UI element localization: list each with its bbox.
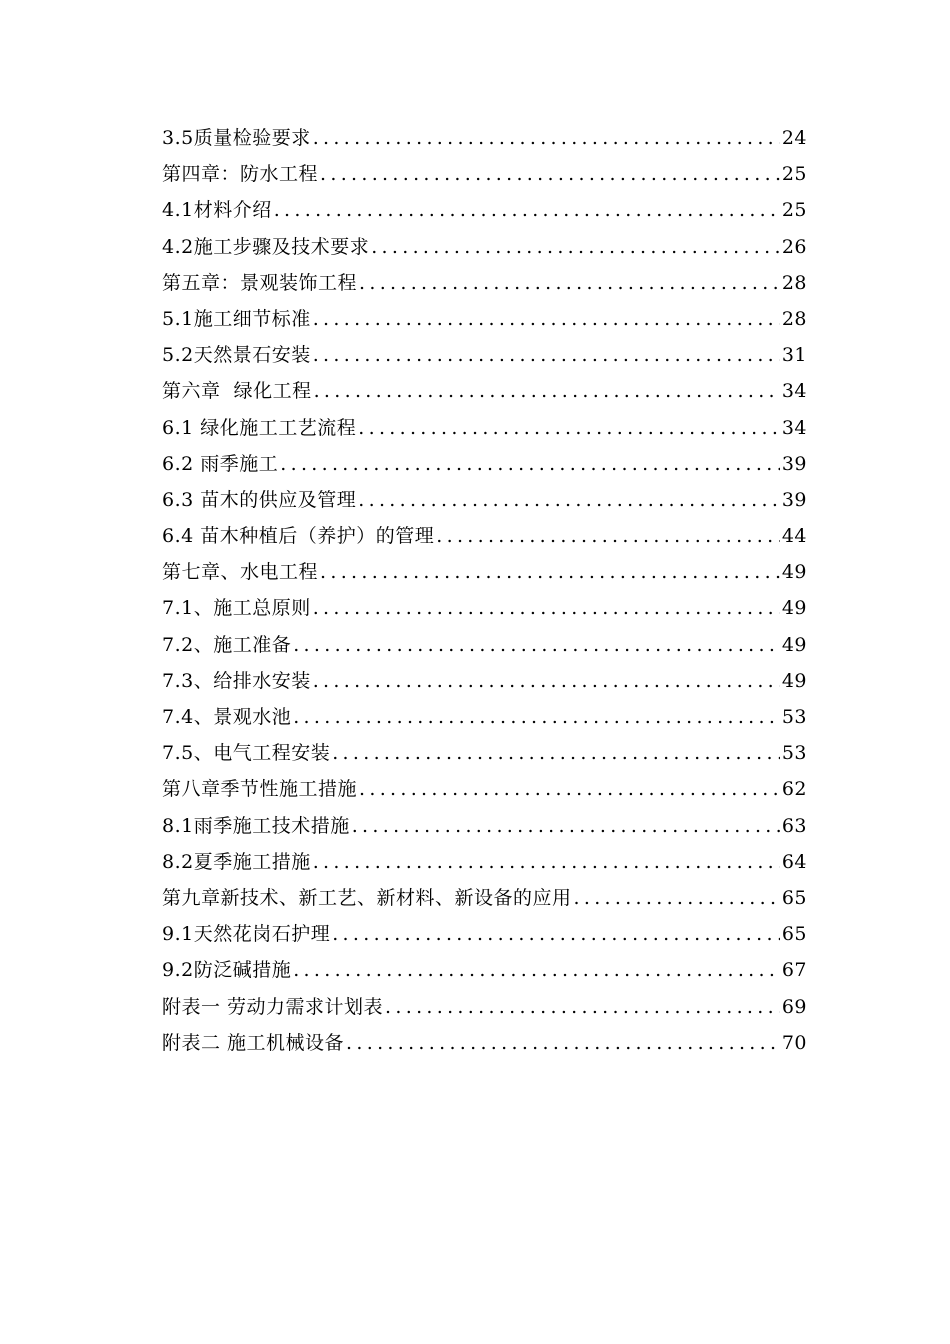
toc-entry-title: 5.1施工细节标准 xyxy=(162,307,311,330)
toc-dot-leader xyxy=(352,808,780,844)
toc-dot-leader xyxy=(346,1025,780,1061)
toc-entry[interactable] xyxy=(162,410,807,446)
toc-entry-title: 9.2防泛碱措施 xyxy=(162,959,292,982)
toc-entry[interactable] xyxy=(162,952,807,988)
toc-page-number: 63 xyxy=(781,814,807,837)
toc-entry-title: 6.4 苗木种植后（养护）的管理 xyxy=(162,525,435,548)
toc-entry[interactable] xyxy=(162,808,807,844)
toc-entry-title: 8.1雨季施工技术措施 xyxy=(162,814,350,837)
toc-page-number: 31 xyxy=(781,344,807,367)
table-of-contents xyxy=(162,120,807,1061)
toc-page-number: 49 xyxy=(781,669,807,692)
toc-entry-title: 附表二 施工机械设备 xyxy=(162,1031,345,1054)
toc-entry[interactable] xyxy=(162,156,807,192)
toc-dot-leader xyxy=(385,989,780,1025)
toc-page-number: 49 xyxy=(781,597,807,620)
toc-entry[interactable] xyxy=(162,120,807,156)
toc-dot-leader xyxy=(274,192,780,228)
toc-entry[interactable] xyxy=(162,518,807,554)
toc-entry[interactable] xyxy=(162,373,807,409)
toc-dot-leader xyxy=(436,518,780,554)
toc-entry-title: 第九章新技术、新工艺、新材料、新设备的应用 xyxy=(162,886,572,909)
toc-page-number: 26 xyxy=(781,235,807,258)
toc-page-number: 39 xyxy=(781,452,807,475)
toc-entry[interactable] xyxy=(162,192,807,228)
toc-entry[interactable] xyxy=(162,482,807,518)
toc-dot-leader xyxy=(280,446,780,482)
toc-page-number: 53 xyxy=(781,706,807,728)
toc-entry[interactable] xyxy=(162,735,807,771)
toc-dot-leader xyxy=(313,301,780,337)
toc-dot-leader xyxy=(320,554,780,590)
toc-entry[interactable] xyxy=(162,627,807,663)
toc-page-number: 49 xyxy=(781,633,807,656)
toc-entry[interactable] xyxy=(162,916,807,952)
toc-dot-leader xyxy=(574,880,780,916)
toc-entry[interactable] xyxy=(162,1025,807,1061)
toc-entry-title: 第四章：防水工程 xyxy=(162,163,319,186)
toc-page-number: 65 xyxy=(781,886,807,909)
toc-page-number: 62 xyxy=(781,778,807,801)
toc-entry[interactable] xyxy=(162,844,807,880)
toc-dot-leader xyxy=(314,373,780,409)
toc-entry[interactable] xyxy=(162,989,807,1025)
toc-page-number: 65 xyxy=(781,923,807,946)
toc-entry[interactable] xyxy=(162,446,807,482)
toc-dot-leader xyxy=(293,627,780,663)
toc-dot-leader xyxy=(313,337,780,373)
toc-entry[interactable] xyxy=(162,880,807,916)
toc-page-number: 70 xyxy=(781,1031,807,1054)
toc-page-number: 24 xyxy=(781,127,807,149)
toc-page-number: 49 xyxy=(781,561,807,584)
toc-page-number: 34 xyxy=(781,416,807,439)
toc-dot-leader xyxy=(293,952,780,988)
toc-page-number: 25 xyxy=(781,199,807,222)
toc-dot-leader xyxy=(332,735,780,771)
toc-entry[interactable] xyxy=(162,699,807,735)
toc-entry-title: 5.2天然景石安装 xyxy=(162,344,311,367)
toc-page-number: 67 xyxy=(781,959,807,982)
toc-entry-title: 第六章 绿化工程 xyxy=(162,380,312,403)
toc-entry-title: 7.1、施工总原则 xyxy=(162,597,311,620)
toc-entry[interactable] xyxy=(162,229,807,265)
toc-page-number: 39 xyxy=(781,488,807,511)
toc-entry-title: 第七章、水电工程 xyxy=(162,561,319,584)
toc-page-number: 25 xyxy=(781,163,807,186)
toc-entry-title: 7.4、景观水池 xyxy=(162,706,292,728)
toc-entry[interactable] xyxy=(162,265,807,301)
toc-entry[interactable] xyxy=(162,554,807,590)
toc-entry-title: 7.3、给排水安装 xyxy=(162,669,311,692)
toc-entry[interactable] xyxy=(162,663,807,699)
toc-entry-title: 附表一 劳动力需求计划表 xyxy=(162,995,384,1018)
toc-entry-title: 第五章：景观装饰工程 xyxy=(162,271,358,294)
toc-entry[interactable] xyxy=(162,337,807,373)
toc-entry-title: 第八章季节性施工措施 xyxy=(162,778,358,801)
toc-page-number: 53 xyxy=(781,742,807,765)
toc-dot-leader xyxy=(359,265,780,301)
toc-entry-title: 4.2施工步骤及技术要求 xyxy=(162,235,370,258)
toc-page-number: 44 xyxy=(781,525,807,548)
toc-dot-leader xyxy=(293,699,780,735)
toc-entry-title: 6.1 绿化施工工艺流程 xyxy=(162,416,357,439)
toc-entry-title: 6.2 雨季施工 xyxy=(162,452,279,475)
toc-entry-title: 6.3 苗木的供应及管理 xyxy=(162,488,357,511)
toc-dot-leader xyxy=(332,916,780,952)
toc-entry[interactable] xyxy=(162,301,807,337)
toc-entry[interactable] xyxy=(162,771,807,807)
toc-dot-leader xyxy=(313,590,780,626)
toc-entry-title: 8.2夏季施工措施 xyxy=(162,850,311,873)
toc-page-number: 69 xyxy=(781,995,807,1018)
toc-dot-leader xyxy=(313,663,780,699)
toc-entry-title: 7.5、电气工程安装 xyxy=(162,742,331,765)
toc-dot-leader xyxy=(358,410,780,446)
toc-entry-title: 7.2、施工准备 xyxy=(162,633,292,656)
toc-page-number: 34 xyxy=(781,380,807,403)
toc-dot-leader xyxy=(313,120,780,156)
toc-entry-title: 3.5质量检验要求 xyxy=(162,127,311,149)
toc-page-number: 28 xyxy=(781,307,807,330)
toc-dot-leader xyxy=(371,229,780,265)
toc-dot-leader xyxy=(313,844,780,880)
toc-dot-leader xyxy=(358,482,780,518)
toc-entry-title: 4.1材料介绍 xyxy=(162,199,272,222)
toc-dot-leader xyxy=(320,156,780,192)
toc-page-number: 64 xyxy=(781,850,807,873)
toc-page-number: 28 xyxy=(781,271,807,294)
toc-dot-leader xyxy=(359,771,780,807)
toc-entry[interactable] xyxy=(162,590,807,626)
toc-entry-title: 9.1天然花岗石护理 xyxy=(162,923,331,946)
